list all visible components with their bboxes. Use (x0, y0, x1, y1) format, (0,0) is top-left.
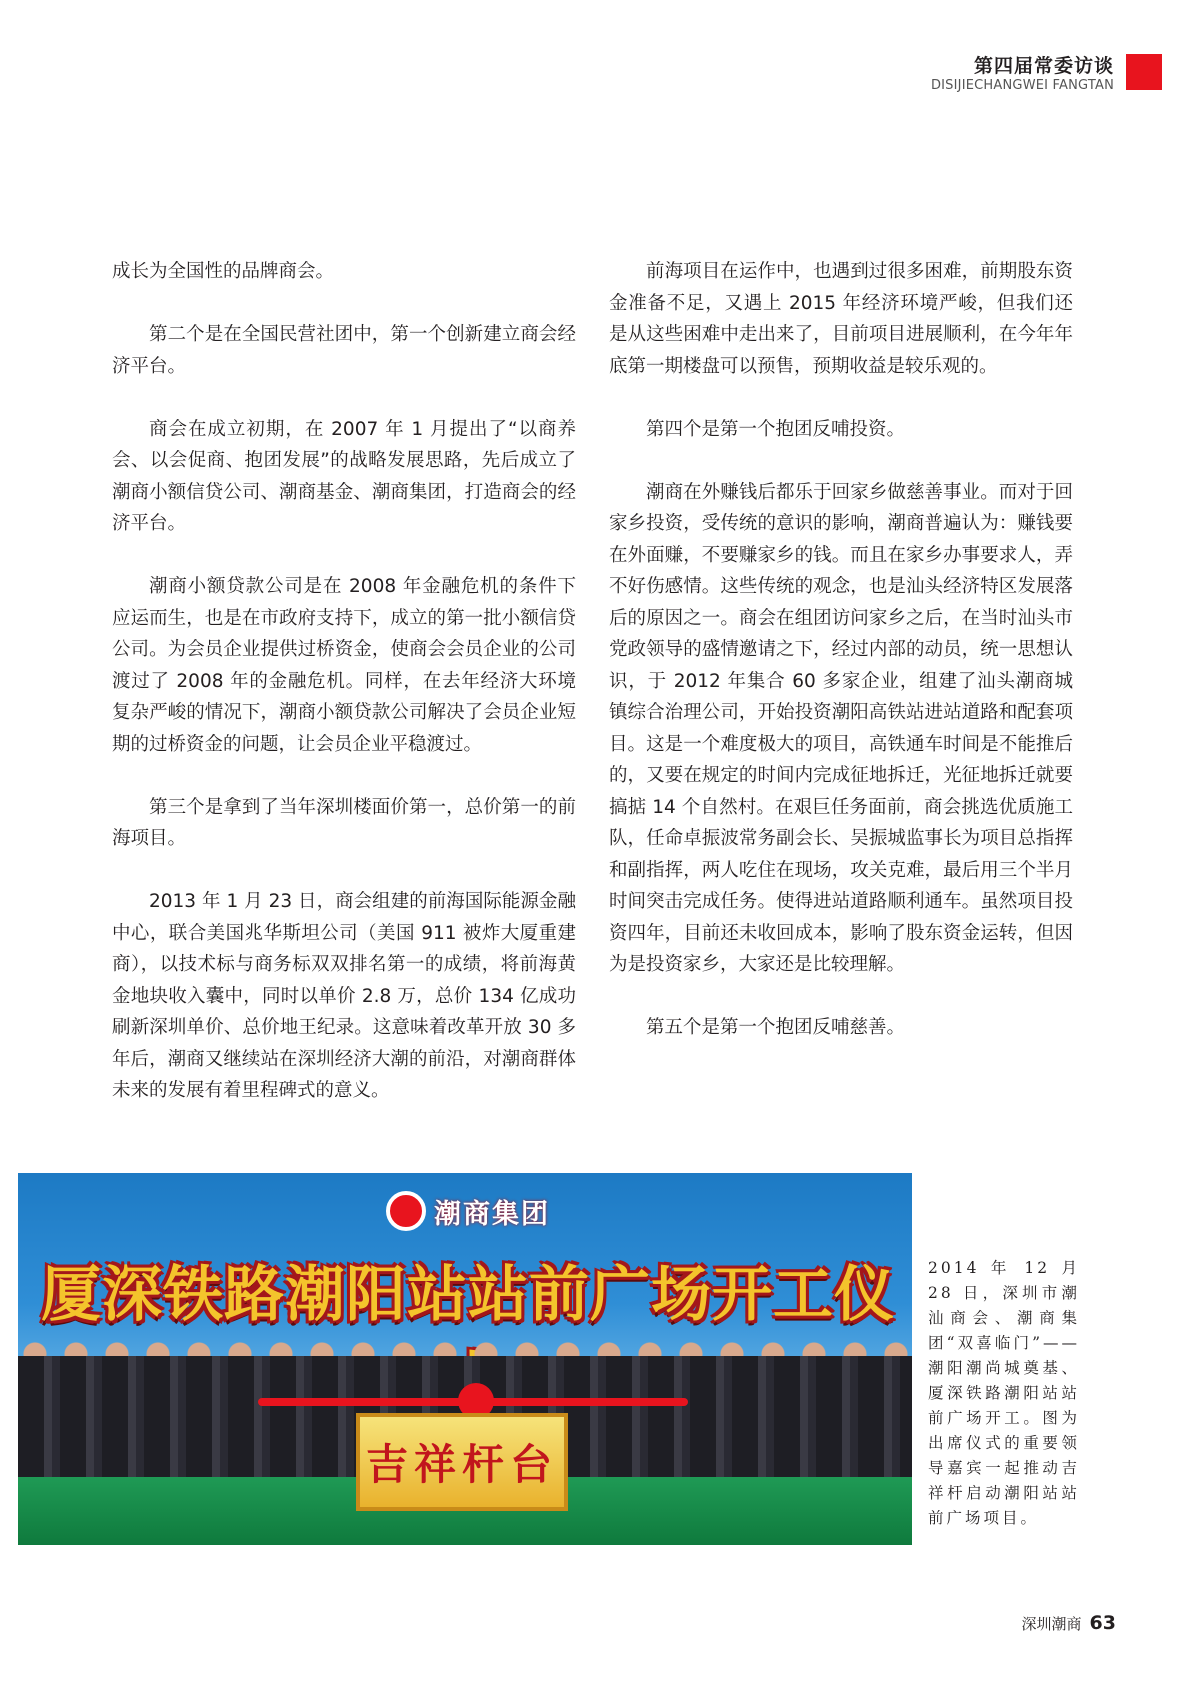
ceremony-stand (356, 1413, 568, 1511)
paragraph: 商会在成立初期，在 2007 年 1 月提出了“以商养会、以会促商、抱团发展”的战略发展思路，先后成立了潮商小额信贷公司、潮商基金、潮商集团，打造商会的经济平台。 (112, 418, 576, 534)
paragraph: 成长为全国性的品牌商会。 (112, 261, 335, 282)
photo-caption: 2014 年 12 月 28 日，深圳市潮汕商会、潮商集团“双喜临门”——潮阳潮尚城奠基、厦深铁路潮阳站站前广场开工。图为出席仪式的重要领导嘉宾一起推动吉祥杆启动潮阳站站前广场项目。 (928, 1259, 1080, 1527)
chaoshang-logo-icon (386, 1191, 426, 1231)
paragraph: 第二个是在全国民营社团中，第一个创新建立商会经济平台。 (112, 324, 576, 377)
paragraph: 第三个是拿到了当年深圳楼面价第一，总价第一的前海项目。 (112, 796, 576, 849)
paragraph: 潮商小额贷款公司是在 2008 年金融危机的条件下应运而生，也是在市政府支持下，成立的第一批小额信贷公司。为会员企业提供过桥资金，使商会会员企业的公司渡过了 2008 年的金融危机。同样，在去年经济大环境复杂严峻的情况下，潮商小额贷款公司解决了会员企业短期的过桥资金的问题，让会员企业平稳渡过。 (112, 576, 576, 755)
section-header (931, 54, 1114, 94)
left-column (112, 256, 576, 1138)
right-column (609, 256, 1073, 1075)
paragraph: 2013 年 1 月 23 日，商会组建的前海国际能源金融中心，联合美国兆华斯坦公司（美国 911 被炸大厦重建商），以技术标与商务标双双排名第一的成绩，将前海黄金地块收入囊中，同时以单价 2.8 万，总价 134 亿成功刷新深圳单价、总价地王纪录。这意味着改革开放 30 多年后，潮商又继续站在深圳经济大潮的前沿，对潮商群体未来的发展有着里程碑式的意义。 (112, 891, 576, 1101)
paragraph: 第四个是第一个抱团反哺投资。 (646, 418, 906, 440)
publication-name: 深圳潮商 (1021, 1615, 1082, 1633)
photo-banner: 厦深铁路潮阳站站前广场开工仪 (41, 1260, 895, 1330)
ceremony-stand-text: 吉祥杆台 (365, 1440, 558, 1489)
paragraph: 前海项目在运作中，也遇到过很多困难，前期股东资金准备不足，又遇上 2015 年经济环境严峻，但我们还是从这些困难中走出来了，目前项目进展顺利，在今年年底第一期楼盘可以预售，预期收益是较乐观的。 (609, 261, 1073, 377)
section-accent-block (1126, 54, 1162, 90)
section-title: 第四届常委访谈 (973, 55, 1114, 77)
paragraph: 第五个是第一个抱团反哺慈善。 (646, 1017, 906, 1038)
section-subtitle: DISIJIECHANGWEI FANGTAN (930, 78, 1114, 93)
photo-logo (386, 1191, 550, 1231)
page-footer (1022, 1612, 1116, 1634)
photo-logo-text: 潮商集团 (434, 1198, 550, 1230)
paragraph: 潮商在外赚钱后都乐于回家乡做慈善事业。而对于回家乡投资，受传统的意识的影响，潮商普遍认为：赚钱要在外面赚，不要赚家乡的钱。而且在家乡办事要求人，弄不好伤感情。这些传统的观念，也是汕头经济特区发展落后的原因之一。商会在组团访问家乡之后，在当时汕头市党政领导的盛情邀请之下，经过内部的动员，统一思想认识，于 2012 年集合 60 多家企业，组建了汕头潮商城镇综合治理公司，开始投资潮阳高铁站进站道路和配套项目。这是一个难度极大的项目，高铁通车时间是不能推后的，又要在规定的时间内完成征地拆迁，光征地拆迁就要搞掂 14 个自然村。在艰巨任务面前，商会挑选优质施工队，任命卓振波常务副会长、吴振城监事长为项目总指挥和副指挥，两人吃住在现场，攻关克难，最后用三个半月时间突击完成任务。使得进站道路顺利通车。虽然项目投资四年，目前还未收回成本，影响了股东资金运转，但因为是投资家乡，大家还是比较理解。 (609, 481, 1073, 975)
ceremony-photo (18, 1173, 912, 1545)
page-number: 63 (1089, 1612, 1116, 1634)
